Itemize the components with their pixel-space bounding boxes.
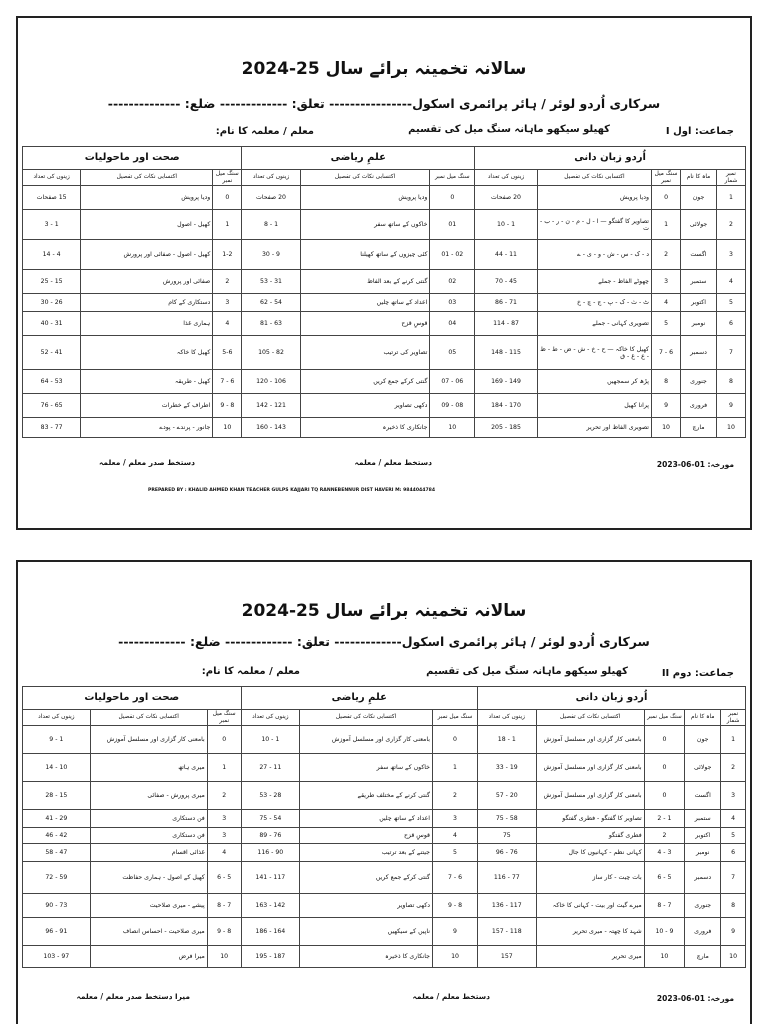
urdu-detail-cell: ودیا پرویش	[537, 186, 651, 210]
health-steps-cell: 65 - 76	[23, 394, 81, 418]
date-label: مورخہ: 01-06-2023	[656, 994, 734, 1003]
month-cell: نومبر	[681, 312, 717, 336]
col-header: اکتسابی نکات کی تفصیل	[90, 710, 207, 726]
health-detail-cell: میری ہاتھ	[90, 754, 207, 782]
urdu-steps-cell: 76 - 96	[478, 844, 537, 862]
math-milestone-cell: 04	[430, 312, 475, 336]
math-steps-cell: 90 - 116	[241, 844, 300, 862]
health-steps-cell: 59 - 72	[23, 862, 91, 894]
serial-cell: 6	[721, 844, 746, 862]
health-steps-cell: 47 - 58	[23, 844, 91, 862]
math-detail-cell: تصاویر کی ترتیب	[300, 336, 430, 370]
table-row	[23, 810, 746, 828]
health-milestone-cell: 1	[207, 754, 241, 782]
urdu-milestone-cell: 9	[652, 394, 681, 418]
col-header: زینوں کی تعداد	[242, 170, 300, 186]
month-cell: فروری	[685, 918, 721, 946]
urdu-steps-cell: 71 - 86	[475, 294, 538, 312]
health-milestone-cell: 5-6	[213, 336, 242, 370]
math-detail-cell: خاکوں کے ساتھ سفر	[300, 210, 430, 240]
table-row	[23, 418, 746, 438]
health-detail-cell: جانور - پرندے - پودے	[81, 418, 213, 438]
urdu-detail-cell: بامعنی کار گزاری اور مسلسل آموزش	[536, 754, 644, 782]
urdu-milestone-cell: 4	[652, 294, 681, 312]
health-detail-cell: میری پرورش - صفائی	[90, 782, 207, 810]
serial-cell: 1	[716, 186, 745, 210]
col-header: سنگ میل نمبر	[652, 170, 681, 186]
serial-cell: 2	[716, 210, 745, 240]
health-detail-cell: کھیل - اصول - صفائی اور پرورش	[81, 240, 213, 270]
math-detail-cell: گنتی کرکے جمع کریں	[300, 862, 433, 894]
health-steps-cell: 4 - 14	[23, 240, 81, 270]
month-cell: اکتوبر	[681, 294, 717, 312]
health-steps-cell: 10 - 14	[23, 754, 91, 782]
urdu-milestone-cell: 5 - 6	[644, 862, 685, 894]
urdu-steps-cell: 170 - 184	[475, 394, 538, 418]
month-cell: جون	[681, 186, 717, 210]
math-steps-cell: 31 - 53	[242, 270, 300, 294]
table-row	[23, 782, 746, 810]
serial-cell: 7	[721, 862, 746, 894]
health-steps-cell: 15 - 28	[23, 782, 91, 810]
serial-cell: 2	[721, 754, 746, 782]
serial-cell: 1	[721, 726, 746, 754]
serial-cell: 3	[716, 240, 745, 270]
math-milestone-cell: 01	[430, 210, 475, 240]
urdu-detail-cell: شہد کا چھتہ - میری تحریر	[536, 918, 644, 946]
health-milestone-cell: 1	[213, 210, 242, 240]
col-header: زینوں کی تعداد	[241, 710, 300, 726]
math-detail-cell: ودیا پرویش	[300, 186, 430, 210]
urdu-milestone-cell: 7 - 8	[644, 894, 685, 918]
math-steps-cell: 11 - 27	[241, 754, 300, 782]
health-milestone-cell: 7 - 8	[207, 894, 241, 918]
health-detail-cell: کھیل کے اصول - ہماری حفاظت	[90, 862, 207, 894]
health-steps-cell: 53 - 64	[23, 370, 81, 394]
urdu-steps-cell: 1 - 18	[478, 726, 537, 754]
health-milestone-cell: 8 - 9	[207, 918, 241, 946]
math-steps-cell: 54 - 75	[241, 810, 300, 828]
math-detail-cell: جیتنے کے بعد ترتیب	[300, 844, 433, 862]
section-health: صحت اور ماحولیات	[23, 687, 242, 710]
math-milestone-cell: 10	[432, 946, 477, 968]
col-header: زینوں کی تعداد	[475, 170, 538, 186]
urdu-steps-cell: 77 - 116	[478, 862, 537, 894]
urdu-detail-cell: میری تحریر	[536, 946, 644, 968]
table-row	[23, 394, 746, 418]
urdu-milestone-cell: 3	[652, 270, 681, 294]
month-cell: جولائی	[685, 754, 721, 782]
health-detail-cell: ہماری غذا	[81, 312, 213, 336]
math-steps-cell: 187 - 195	[241, 946, 300, 968]
col-header: نمبر شمار	[721, 710, 746, 726]
urdu-steps-cell: 11 - 44	[475, 240, 538, 270]
table-row	[23, 294, 746, 312]
math-milestone-cell: 6 - 7	[432, 862, 477, 894]
month-cell: مارچ	[681, 418, 717, 438]
headmaster-signature: دستخط صدر معلم / معلمہ	[99, 458, 195, 467]
planner-body	[23, 186, 746, 438]
planner-body	[23, 726, 746, 968]
math-steps-cell: 106 - 120	[242, 370, 300, 394]
table-row	[23, 240, 746, 270]
urdu-detail-cell: بات چیت - کار ساز	[536, 862, 644, 894]
month-cell: ستمبر	[681, 270, 717, 294]
urdu-milestone-cell: 1	[652, 210, 681, 240]
urdu-detail-cell: پرانا کھیل	[537, 394, 651, 418]
table-row	[23, 726, 746, 754]
math-milestone-cell: 0	[432, 726, 477, 754]
health-steps-cell: 26 - 30	[23, 294, 81, 312]
urdu-steps-cell: 157	[478, 946, 537, 968]
math-detail-cell: گنتی کرنے کے مختلف طریقے	[300, 782, 433, 810]
section-math: علمِ ریاضی	[242, 147, 475, 170]
math-steps-cell: 117 - 141	[241, 862, 300, 894]
health-milestone-cell: 2	[207, 782, 241, 810]
math-milestone-cell: 8 - 9	[432, 894, 477, 918]
urdu-steps-cell: 45 - 70	[475, 270, 538, 294]
health-milestone-cell: 4	[207, 844, 241, 862]
math-detail-cell: قوسِ قزح	[300, 312, 430, 336]
col-header: سنگ میل نمبر	[644, 710, 685, 726]
section-urdu: اُردو زبان دانی	[478, 687, 746, 710]
month-cell: دسمبر	[681, 336, 717, 370]
urdu-steps-cell: 117 - 136	[478, 894, 537, 918]
table-row	[23, 844, 746, 862]
urdu-milestone-cell: 8	[652, 370, 681, 394]
math-milestone-cell: 5	[432, 844, 477, 862]
math-milestone-cell: 9	[432, 918, 477, 946]
table-row	[23, 370, 746, 394]
math-milestone-cell: 10	[430, 418, 475, 438]
math-detail-cell: خاکوں کے ساتھ سفر	[300, 754, 433, 782]
milestone-distribution-label: کھیلو سیکھو ماہانہ سنگ میل کی تقسیم	[426, 666, 628, 677]
math-steps-cell: 1 - 8	[242, 210, 300, 240]
table-row	[23, 918, 746, 946]
math-milestone-cell: 4	[432, 828, 477, 844]
serial-cell: 8	[721, 894, 746, 918]
math-detail-cell: اعداد کے ساتھ چلیں	[300, 810, 433, 828]
health-detail-cell: کھیل کا خاکہ	[81, 336, 213, 370]
urdu-milestone-cell: 10	[644, 946, 685, 968]
serial-cell: 10	[716, 418, 745, 438]
urdu-milestone-cell: 3 - 4	[644, 844, 685, 862]
month-cell: نومبر	[685, 844, 721, 862]
urdu-detail-cell: کھیل کا خاکہ — ح - خ - ش - ض - ط - ظ - ع - غ - ق	[537, 336, 651, 370]
urdu-detail-cell: میرے گیت اور بیت - کہانی کا خاکہ	[536, 894, 644, 918]
math-steps-cell: 164 - 186	[241, 918, 300, 946]
health-steps-cell: 15 - 25	[23, 270, 81, 294]
urdu-steps-cell: 20 صفحات	[475, 186, 538, 210]
health-detail-cell: کھیل - طریقہ	[81, 370, 213, 394]
col-header: زینوں کی تعداد	[23, 710, 91, 726]
urdu-steps-cell: 87 - 114	[475, 312, 538, 336]
table-row	[23, 210, 746, 240]
planner-table-wrap	[22, 146, 746, 438]
math-detail-cell: گنتی کرکے جمع کریں	[300, 370, 430, 394]
teacher-name-label: معلم / معلمہ کا نام:	[215, 126, 314, 137]
planner-sheet-class-2	[16, 560, 752, 1024]
math-steps-cell: 63 - 81	[242, 312, 300, 336]
math-steps-cell: 9 - 30	[242, 240, 300, 270]
serial-cell: 10	[721, 946, 746, 968]
health-steps-cell: 73 - 90	[23, 894, 91, 918]
math-milestone-cell: 05	[430, 336, 475, 370]
health-detail-cell: بامعنی کار گزاری اور مسلسل آموزش	[90, 726, 207, 754]
health-detail-cell: میری صلاحیت - احساس انصاف	[90, 918, 207, 946]
math-detail-cell: گنتی کرنے کے بعد الفاظ	[300, 270, 430, 294]
table-row	[23, 186, 746, 210]
math-detail-cell: قوسِ قزح	[300, 828, 433, 844]
class-label: جماعت: دوم II	[661, 668, 734, 679]
month-cell: جون	[685, 726, 721, 754]
serial-cell: 3	[721, 782, 746, 810]
section-math: علمِ ریاضی	[241, 687, 477, 710]
math-milestone-cell: 02	[430, 270, 475, 294]
serial-cell: 5	[716, 294, 745, 312]
serial-cell: 8	[716, 370, 745, 394]
urdu-milestone-cell: 10	[652, 418, 681, 438]
math-steps-cell: 121 - 142	[242, 394, 300, 418]
planner-table-wrap	[22, 686, 746, 968]
urdu-milestone-cell: 5	[652, 312, 681, 336]
serial-cell: 9	[716, 394, 745, 418]
health-milestone-cell: 10	[213, 418, 242, 438]
urdu-milestone-cell: 0	[644, 754, 685, 782]
math-steps-cell: 76 - 89	[241, 828, 300, 844]
health-milestone-cell: 0	[213, 186, 242, 210]
col-header: سنگ میل نمبر	[430, 170, 475, 186]
health-detail-cell: کھیل - اصول	[81, 210, 213, 240]
health-steps-cell: 29 - 41	[23, 810, 91, 828]
table-row	[23, 336, 746, 370]
col-header: اکتسابی نکات کی تفصیل	[300, 170, 430, 186]
health-milestone-cell: 0	[207, 726, 241, 754]
health-steps-cell: 97 - 103	[23, 946, 91, 968]
urdu-milestone-cell: 0	[644, 782, 685, 810]
serial-cell: 4	[716, 270, 745, 294]
school-line: سرکاری اُردو لوئر / ہائر پرائمری اسکول---------------- تعلق: ------------- ضلع: --------------	[107, 96, 661, 111]
urdu-milestone-cell: 0	[644, 726, 685, 754]
planner-table	[22, 146, 746, 438]
health-milestone-cell: 1-2	[213, 240, 242, 270]
urdu-detail-cell: د - ک - س - ش - و - ی - ے	[537, 240, 651, 270]
table-row	[23, 270, 746, 294]
table-row	[23, 894, 746, 918]
col-header: ماہ کا نام	[685, 710, 721, 726]
sheet-title: سالانہ تخمینہ برائے سال 25-2024	[241, 601, 527, 621]
serial-cell: 5	[721, 828, 746, 844]
urdu-milestone-cell: 1 - 2	[644, 810, 685, 828]
sheet-title: سالانہ تخمینہ برائے سال 25-2024	[241, 59, 527, 79]
urdu-detail-cell: تصویری الفاظ اور تحریر	[537, 418, 651, 438]
urdu-detail-cell: چھوٹے الفاظ - جملے	[537, 270, 651, 294]
serial-cell: 6	[716, 312, 745, 336]
col-header: سنگ میل نمبر	[207, 710, 241, 726]
math-steps-cell: 142 - 163	[241, 894, 300, 918]
col-header: زینوں کی تعداد	[23, 170, 81, 186]
math-milestone-cell: 02 - 01	[430, 240, 475, 270]
table-row	[23, 828, 746, 844]
milestone-distribution-label: کھیلو سیکھو ماہانہ سنگ میل کی تقسیم	[408, 124, 610, 135]
headmaster-signature: میرا دستخط صدر معلم / معلمہ	[76, 992, 190, 1001]
col-header: اکتسابی نکات کی تفصیل	[81, 170, 213, 186]
urdu-steps-cell: 75	[478, 828, 537, 844]
math-detail-cell: بامعنی کار گزاری اور مسلسل آموزش	[300, 726, 433, 754]
health-milestone-cell: 3	[213, 294, 242, 312]
math-steps-cell: 20 صفحات	[242, 186, 300, 210]
urdu-detail-cell: پڑھ کر سمجھیں	[537, 370, 651, 394]
health-detail-cell: اطراف کے خطرات	[81, 394, 213, 418]
health-steps-cell: 1 - 9	[23, 726, 91, 754]
serial-cell: 9	[721, 918, 746, 946]
month-cell: دسمبر	[685, 862, 721, 894]
urdu-steps-cell: 185 - 205	[475, 418, 538, 438]
math-detail-cell: اعداد کے ساتھ چلیں	[300, 294, 430, 312]
math-steps-cell: 28 - 53	[241, 782, 300, 810]
health-steps-cell: 15 صفحات	[23, 186, 81, 210]
planner-sheet-class-1	[16, 16, 752, 530]
health-detail-cell: غذائی اقسام	[90, 844, 207, 862]
urdu-milestone-cell: 9 - 10	[644, 918, 685, 946]
health-milestone-cell: 10	[207, 946, 241, 968]
urdu-milestone-cell: 2	[644, 828, 685, 844]
planner-table	[22, 686, 746, 968]
section-health: صحت اور ماحولیات	[23, 147, 242, 170]
health-detail-cell: فن دستکاری	[90, 810, 207, 828]
health-detail-cell: پیشے - میری صلاحیت	[90, 894, 207, 918]
month-cell: اگست	[685, 782, 721, 810]
math-steps-cell: 143 - 160	[242, 418, 300, 438]
urdu-detail-cell: کہانی نظم - کہانیوں کا جال	[536, 844, 644, 862]
health-milestone-cell: 3	[207, 828, 241, 844]
math-steps-cell: 82 - 105	[242, 336, 300, 370]
urdu-steps-cell: 20 - 57	[478, 782, 537, 810]
col-header: زینوں کی تعداد	[478, 710, 537, 726]
math-steps-cell: 1 - 10	[241, 726, 300, 754]
urdu-steps-cell: 1 - 10	[475, 210, 538, 240]
table-row	[23, 312, 746, 336]
health-milestone-cell: 6 - 7	[213, 370, 242, 394]
health-detail-cell: ودیا پرویش	[81, 186, 213, 210]
month-cell: اگست	[681, 240, 717, 270]
health-steps-cell: 31 - 40	[23, 312, 81, 336]
urdu-milestone-cell: 2	[652, 240, 681, 270]
table-row	[23, 862, 746, 894]
math-milestone-cell: 0	[430, 186, 475, 210]
urdu-steps-cell: 118 - 157	[478, 918, 537, 946]
health-detail-cell: میرا فرض	[90, 946, 207, 968]
math-milestone-cell: 03	[430, 294, 475, 312]
month-cell: جنوری	[685, 894, 721, 918]
math-milestone-cell: 2	[432, 782, 477, 810]
health-milestone-cell: 2	[213, 270, 242, 294]
section-urdu: اُردو زبان دانی	[475, 147, 746, 170]
urdu-milestone-cell: 6 - 7	[652, 336, 681, 370]
date-label: مورخہ: 01-06-2023	[656, 460, 734, 469]
table-row	[23, 754, 746, 782]
table-row	[23, 946, 746, 968]
urdu-detail-cell: بامعنی کار گزاری اور مسلسل آموزش	[536, 726, 644, 754]
health-steps-cell: 42 - 46	[23, 828, 91, 844]
school-line: سرکاری اُردو لوئر / ہائر پرائمری اسکول------------- تعلق: ------------- ضلع: -------------	[118, 634, 650, 649]
class-label: جماعت: اول I	[665, 126, 734, 137]
health-milestone-cell: 8 - 9	[213, 394, 242, 418]
math-detail-cell: دکھی تصاویر	[300, 394, 430, 418]
month-cell: جولائی	[681, 210, 717, 240]
month-cell: اکتوبر	[685, 828, 721, 844]
col-header: اکتسابی نکات کی تفصیل	[300, 710, 433, 726]
health-detail-cell: فن دستکاری	[90, 828, 207, 844]
urdu-detail-cell: فطری گفتگو	[536, 828, 644, 844]
math-milestone-cell: 06 - 07	[430, 370, 475, 394]
teacher-signature: دستخط معلم / معلمہ	[412, 992, 490, 1001]
urdu-milestone-cell: 0	[652, 186, 681, 210]
urdu-detail-cell: تصاویر کا گفتگو - فطری گفتگو	[536, 810, 644, 828]
math-milestone-cell: 3	[432, 810, 477, 828]
health-steps-cell: 77 - 83	[23, 418, 81, 438]
math-detail-cell: کئی چیزوں کے ساتھ کھیلنا	[300, 240, 430, 270]
col-header: اکتسابی نکات کی تفصیل	[537, 170, 651, 186]
math-detail-cell: ناپیں کے سیکھیں	[300, 918, 433, 946]
urdu-detail-cell: تصاویر کا گفتگو — ا - ل - م - ن - ر - ب - ت	[537, 210, 651, 240]
month-cell: ستمبر	[685, 810, 721, 828]
month-cell: جنوری	[681, 370, 717, 394]
math-milestone-cell: 1	[432, 754, 477, 782]
urdu-steps-cell: 19 - 33	[478, 754, 537, 782]
math-steps-cell: 54 - 62	[242, 294, 300, 312]
health-milestone-cell: 5 - 6	[207, 862, 241, 894]
month-cell: مارچ	[685, 946, 721, 968]
health-detail-cell: صفائی اور پرورش	[81, 270, 213, 294]
math-milestone-cell: 08 - 09	[430, 394, 475, 418]
math-detail-cell: دکھی تصاویر	[300, 894, 433, 918]
prepared-by-note: PREPARED BY : KHALID AHMED KHAN TEACHER GULPS KAJJARI TQ RANNEBENNUR DIST HAVERI M: 9844044784	[148, 488, 436, 493]
health-steps-cell: 41 - 52	[23, 336, 81, 370]
math-detail-cell: جانکاری کا ذخیرہ	[300, 418, 430, 438]
col-header: اکتسابی نکات کی تفصیل	[536, 710, 644, 726]
health-milestone-cell: 4	[213, 312, 242, 336]
teacher-name-label: معلم / معلمہ کا نام:	[201, 666, 300, 677]
col-header: نمبر شمار	[716, 170, 745, 186]
health-detail-cell: دستکاری کے کام	[81, 294, 213, 312]
urdu-steps-cell: 115 - 148	[475, 336, 538, 370]
col-header: سنگ میل نمبر	[213, 170, 242, 186]
urdu-steps-cell: 149 - 169	[475, 370, 538, 394]
teacher-signature: دستخط معلم / معلمہ	[354, 458, 432, 467]
serial-cell: 7	[716, 336, 745, 370]
health-milestone-cell: 3	[207, 810, 241, 828]
col-header: سنگ میل نمبر	[432, 710, 477, 726]
urdu-steps-cell: 58 - 75	[478, 810, 537, 828]
col-header: ماہ کا نام	[681, 170, 717, 186]
serial-cell: 4	[721, 810, 746, 828]
health-steps-cell: 91 - 96	[23, 918, 91, 946]
urdu-detail-cell: تصویری کہانی - جملے	[537, 312, 651, 336]
urdu-detail-cell: بامعنی کار گزاری اور مسلسل آموزش	[536, 782, 644, 810]
math-detail-cell: جانکاری کا ذخیرہ	[300, 946, 433, 968]
health-steps-cell: 1 - 3	[23, 210, 81, 240]
urdu-detail-cell: ٹ - ث - ک - پ - ج - چ - خ	[537, 294, 651, 312]
month-cell: فروری	[681, 394, 717, 418]
